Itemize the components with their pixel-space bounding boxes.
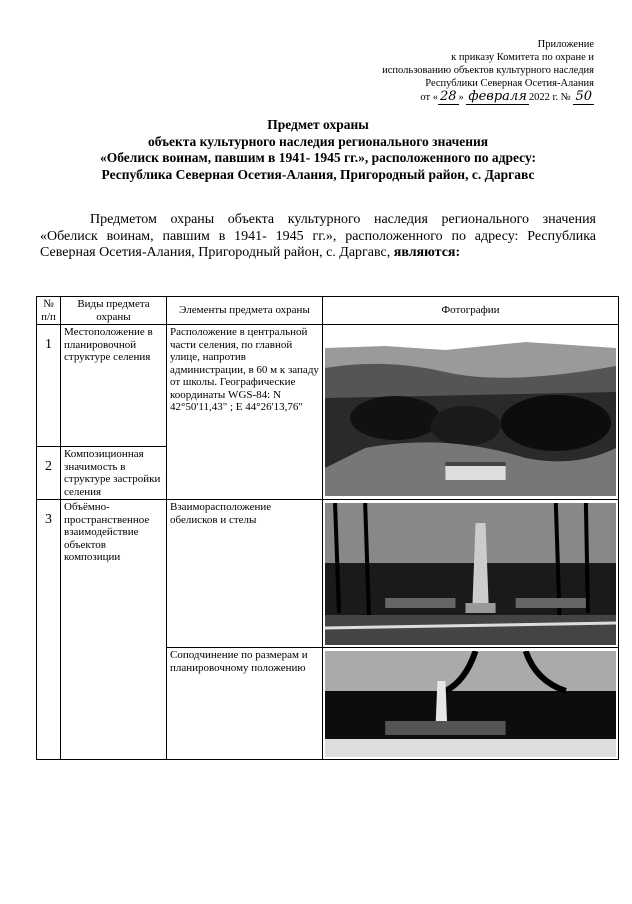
table-row (37, 325, 619, 447)
order-line (294, 90, 594, 104)
row-elements: Соподчинение по размерам и планировочному положению (167, 648, 323, 760)
row-num: 2 (37, 447, 61, 500)
photo-village-panorama (325, 328, 616, 496)
header-num: № п/п (37, 297, 61, 325)
order-number: 50 (575, 89, 592, 104)
title-line: Республика Северная Осетия-Алания, Пригородный район, с. Даргавс (101, 166, 535, 182)
title-line: Предмет охраны (267, 117, 369, 132)
appendix-line: использованию объектов культурного наследия (382, 65, 594, 76)
intro-text: Предметом охраны объекта культурного наследия регионального значения «Обелиск воинам, павшим в 1941- 1945 гг.», расположенного по адресу: Республика Северная Осетия-Алания, Пригородный район, с. Даргавс, (40, 212, 596, 260)
row-num: 1 (37, 325, 61, 447)
header-type: Виды предмета охраны (61, 297, 167, 325)
order-day: 28 (439, 89, 457, 104)
row-type: Местоположение в планировочной структуре селения (61, 325, 167, 447)
intro-paragraph (40, 212, 596, 262)
appendix-header (294, 38, 594, 104)
appendix-title: Приложение (537, 39, 594, 50)
appendix-line: Республики Северная Осетия-Алания (425, 78, 594, 89)
header-elements: Элементы предмета охраны (167, 297, 323, 325)
row-num: 3 (37, 500, 61, 760)
photo-cell (323, 325, 619, 500)
protection-table (36, 296, 619, 760)
order-mid: » (458, 92, 464, 103)
row-type: Композиционная значимость в структуре застройки селения (61, 447, 167, 500)
appendix-line: к приказу Комитета по охране и (451, 52, 594, 63)
intro-bold-tail: являются: (393, 245, 461, 260)
header-photos: Фотографии (323, 297, 619, 325)
title-line: объекта культурного наследия регионального значения (147, 133, 489, 149)
row-type: Объёмно-пространственное взаимодействие объектов композиции (61, 500, 167, 760)
order-month: февраля (468, 89, 527, 104)
table-header-row (37, 297, 619, 325)
photo-cell (323, 648, 619, 760)
document-title (40, 117, 596, 183)
title-line: «Обелиск воинам, павшим в 1941- 1945 гг.», расположенного по адресу: (99, 150, 537, 165)
row-elements: Взаиморасположение обелисков и стелы (167, 500, 323, 648)
table-row (37, 500, 619, 648)
photo-obelisk-park (325, 503, 616, 645)
row-elements: Расположение в центральной части селения, по главной улице, напротив администрации, в 60 м к западу от школы. Географические координаты WGS-84: N 42°50'11,43" ; E 44°26'13,76" (167, 325, 323, 500)
photo-memorial-complex (325, 651, 616, 757)
order-prefix: от « (420, 92, 438, 103)
order-year: 2022 г. № (528, 92, 571, 103)
photo-cell (323, 500, 619, 648)
